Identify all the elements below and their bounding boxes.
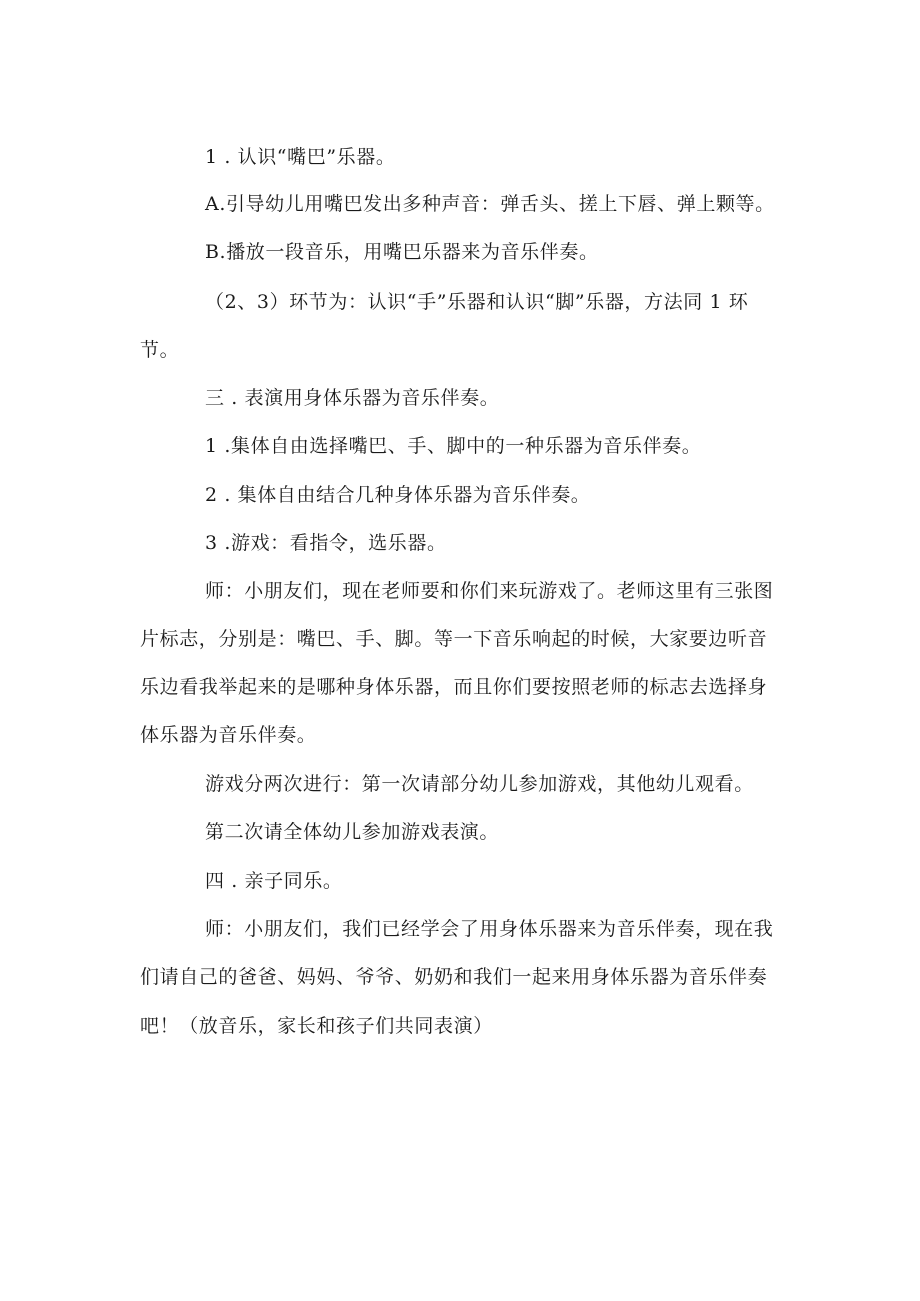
text-line: 2 . 集体自由结合几种身体乐器为音乐伴奏。 [205,484,591,506]
text-line: 体乐器为音乐伴奏。 [140,724,317,746]
text-line: 师：小朋友们，现在老师要和你们来玩游戏了。老师这里有三张图 [205,580,774,602]
text-line: 1 .集体自由选择嘴巴、手、脚中的一种乐器为音乐伴奏。 [205,435,702,457]
text-line: 师：小朋友们，我们已经学会了用身体乐器来为音乐伴奏，现在我 [205,918,774,940]
text-line: 三 . 表演用身体乐器为音乐伴奏。 [205,387,500,409]
text-line: 1 . 认识“嘴巴”乐器。 [205,146,396,168]
text-line: 们请自己的爸爸、妈妈、爷爷、奶奶和我们一起来用身体乐器为音乐伴奏 [140,966,768,988]
text-line: 片标志，分别是：嘴巴、手、脚。等一下音乐响起的时候，大家要边听音 [140,628,768,650]
text-line: 游戏分两次进行：第一次请部分幼儿参加游戏，其他幼儿观看。 [205,773,754,795]
text-line: （2、3）环节为：认识“手”乐器和认识“脚”乐器，方法同 1 环 [205,291,749,313]
text-line: 第二次请全体幼儿参加游戏表演。 [205,821,500,843]
text-line: 3 .游戏：看指令，选乐器。 [205,532,447,554]
text-line: B.播放一段音乐，用嘴巴乐器来为音乐伴奏。 [205,241,599,263]
text-line: 乐边看我举起来的是哪种身体乐器，而且你们要按照老师的标志去选择身 [140,676,768,698]
text-line: A.引导幼儿用嘴巴发出多种声音：弹舌头、搓上下唇、弹上颗等。 [205,193,775,215]
text-line: 节。 [140,339,180,361]
text-line: 吧！（放音乐，家长和孩子们共同表演） [140,1015,493,1037]
text-line: 四 . 亲子同乐。 [205,870,343,892]
